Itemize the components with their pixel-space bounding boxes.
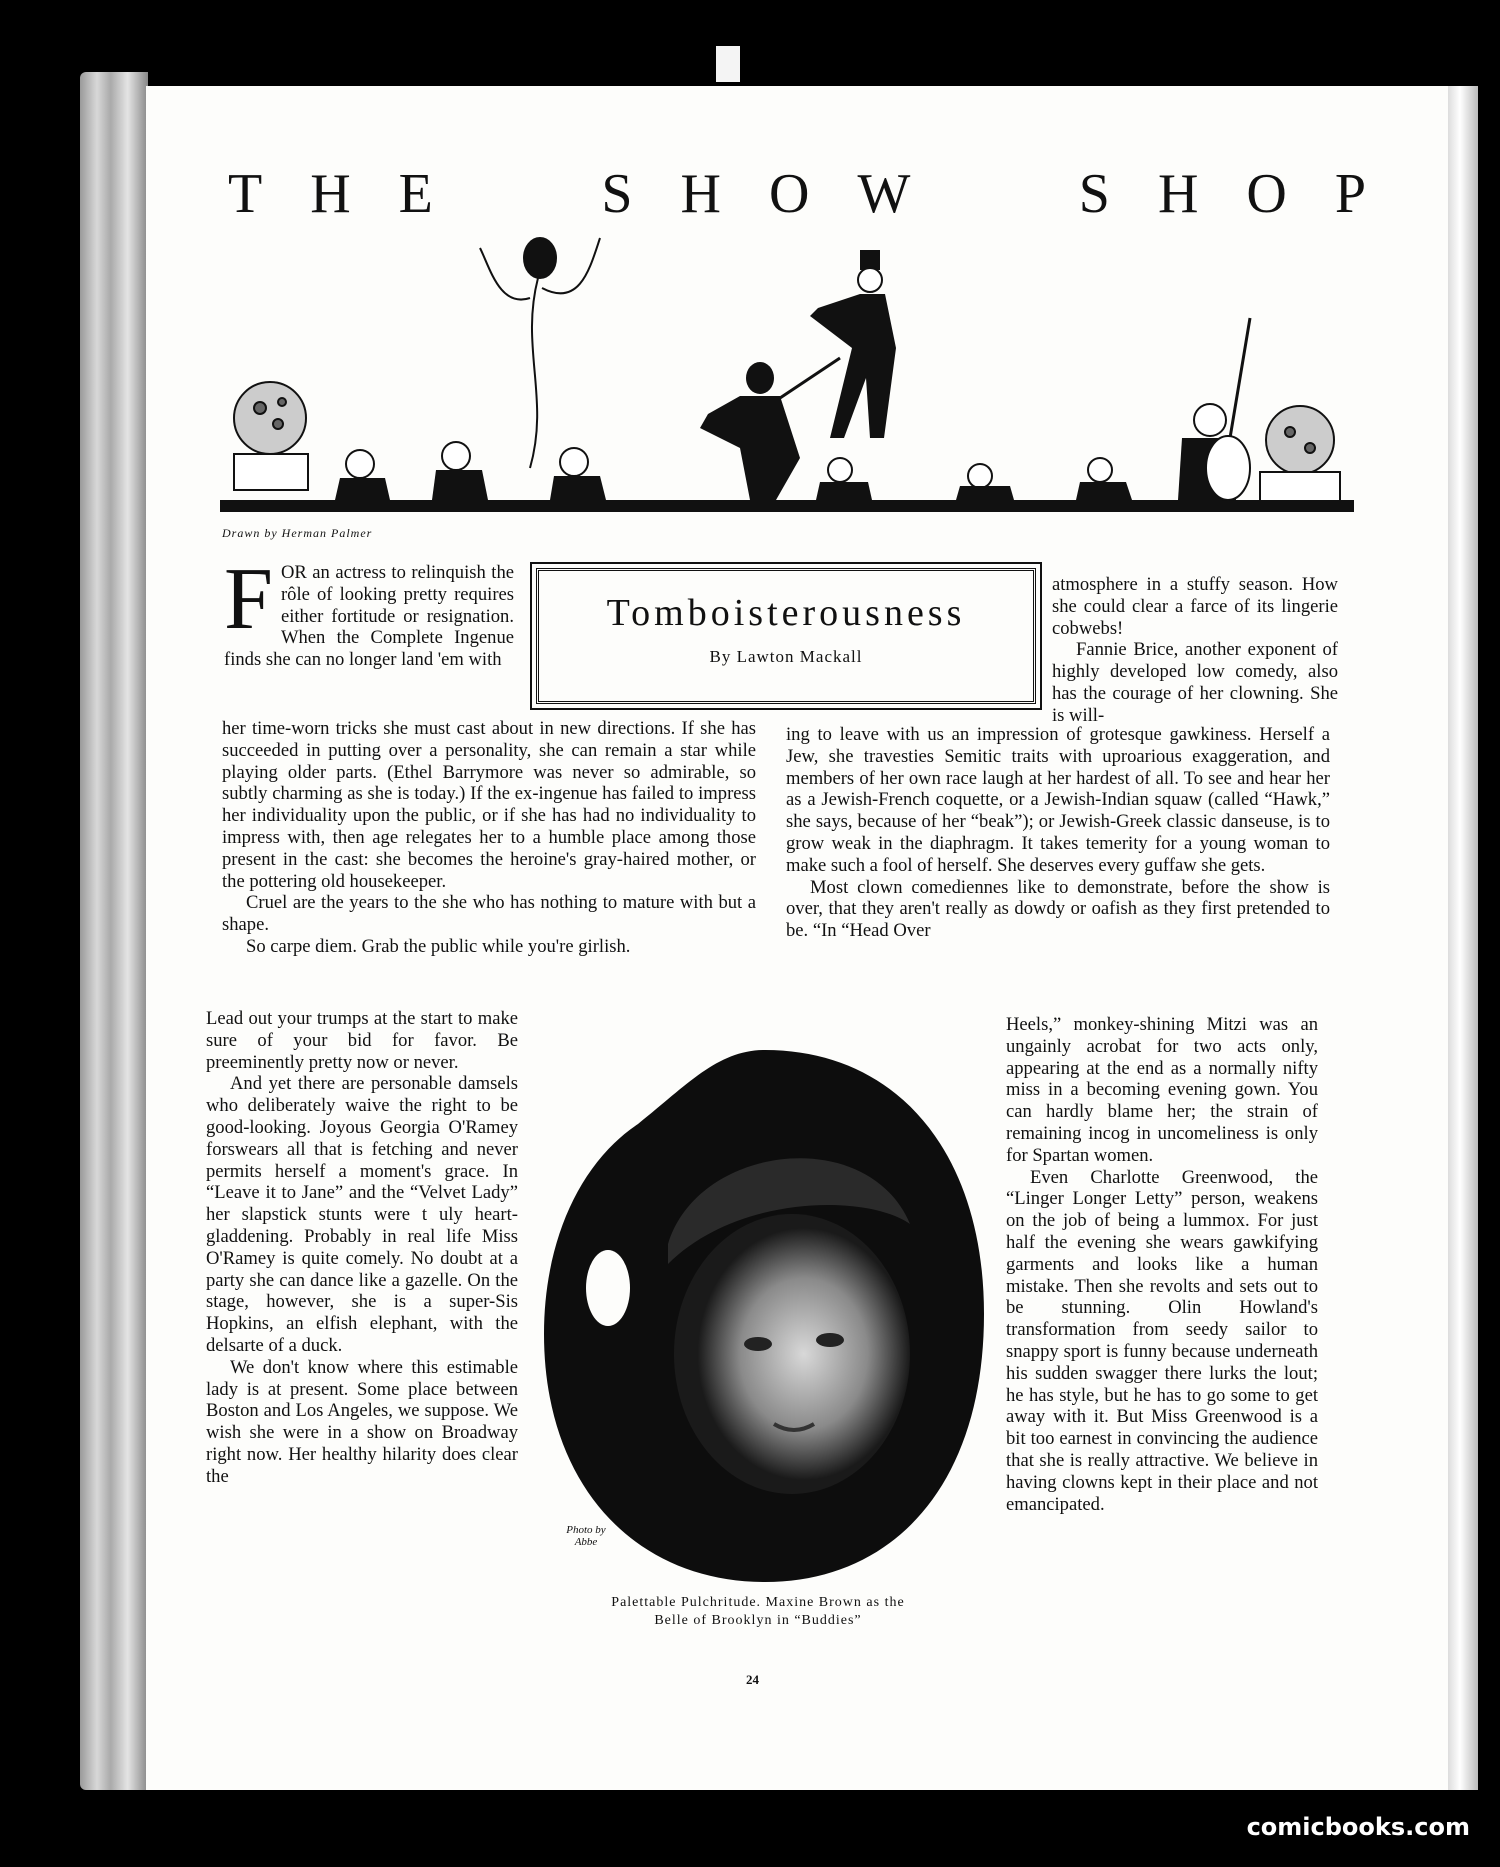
caption-line: Palettable Pulchritude. Maxine Brown as the (611, 1595, 905, 1610)
palette-thumb-hole (586, 1250, 630, 1326)
paragraph: Most clown comediennes like to demonstrate, before the show is over, that they aren't really as dowdy or oafish as they first pretended to be. “In “Head Over (786, 876, 1330, 942)
column-3-top (1052, 574, 1338, 727)
paragraph: Lead out your trumps at the start to make sure of your bid for favor. Be preeminently pretty now or never. (206, 1008, 518, 1073)
masthead-word-shop (1079, 162, 1368, 226)
page-tab (716, 46, 740, 82)
top-hat-dancer-figure (810, 250, 896, 438)
caption-line: Belle of Brooklyn in “Buddies” (654, 1613, 862, 1628)
column-2-mid (786, 724, 1330, 942)
book-spine (80, 72, 148, 1790)
paragraph: So carpe diem. Grab the public while you're girlish. (246, 935, 631, 957)
paragraph: ing to leave with us an impression of grotesque gawkiness. Herself a Jew, she travesties Semitic traits with uproarious exaggeration, and members of her own race laugh at her hardest of all. To see and hear her as a Jewish-French coquette, or a Jewish-Indian squaw (called “Hawk,” she says, because of her “beak”); or Jewish-Greek classic danseuse, is to grow weak in the diaphragm. It takes temerity for a young woman to make such a fool of herself. She deserves every guffaw she gets. (786, 724, 1330, 876)
masthead-word-show (601, 162, 912, 226)
photo-caption (536, 1594, 980, 1630)
conductor-figure (700, 358, 840, 500)
orchestra-illustration (220, 228, 1354, 528)
article-title-box (536, 568, 1036, 704)
masthead-letter: H (1157, 163, 1201, 225)
source-watermark: comicbooks.com (1246, 1813, 1470, 1841)
portrait-face (674, 1214, 910, 1494)
photo-credit: Photo by Abbe (566, 1524, 606, 1548)
musicians-row (335, 318, 1250, 500)
masthead-letter: O (1246, 163, 1289, 225)
masthead-letter: E (398, 163, 435, 225)
masthead-word-the (228, 162, 435, 226)
paragraph: OR an actress to relinquish the rôle of looking pretty requires either fortitude or resignation. When the Complete Ingenue finds she can no longer land 'em with (224, 562, 514, 671)
paragraph: Heels,” monkey-shining Mitzi was an ungainly acrobat for two acts only, appearing at the end as a normally nifty miss in a becoming evening gown. You can hardly blame her; the strain of remaining incog in uncomeliness is only for Spartan women. (1006, 1014, 1318, 1166)
masthead-letter: P (1334, 163, 1368, 225)
paragraph: Cruel are the years to the she who has nothing to mature with but a shape. (222, 892, 756, 936)
paragraph: And yet there are personable damsels who deliberately waive the right to be good-looking. Joyous Georgia O'Ramey forswears all that is fetching and never permits herself a moment's grace. In “Leave it to Jane” and the “Velvet Lady” her slapstick stunts were t uly heart-gladdening. Probably in real life Miss O'Ramey is quite comely. No doubt at a party she can dance like a gazelle. On the stage, however, she is a super-Sis Hopkins, an elfish elephant, with the delsarte of a duck. (206, 1073, 518, 1356)
masthead-letter: S (1078, 163, 1112, 225)
right-topiary-urn (1260, 406, 1340, 502)
column-1-mid (222, 718, 756, 958)
column-1-intro (224, 551, 514, 671)
paragraph: atmosphere in a stuffy season. How she could clear a farce of its lingerie cobwebs! (1052, 574, 1338, 639)
dropcap: F (224, 551, 273, 648)
masthead (228, 162, 1368, 226)
paragraph: We don't know where this estimable lady is at present. Some place between Boston and Los Angeles, we suppose. We wish she were in a show on Broadway right now. Her healthy hilarity does clear the (206, 1356, 518, 1487)
article-byline: By Lawton Mackall (709, 647, 863, 666)
dancer-figure (480, 238, 600, 468)
paragraph: Even Charlotte Greenwood, the “Linger Longer Letty” person, weakens on the job of being a lummox. For just half the evening she wears gawkifying garments and looks like a human mistake. Then she revolts and sets out to be stunning. Olin Howland's transformation from seedy sailor to snappy sport is funny because underneath his sudden swagger there lurks the lout; he has style, but he has to go some to get away with it. But Miss Greenwood is a bit too earnest in convincing the audience that she is really attractive. We believe in having clowns kept in their place and not emancipated. (1006, 1166, 1318, 1515)
masthead-letter: W (857, 163, 913, 225)
masthead-letter: H (310, 163, 353, 225)
masthead-letter: S (601, 163, 635, 225)
page-number: 24 (746, 1672, 759, 1687)
article-title: Tomboisterousness (606, 592, 966, 634)
column-1-bottom (206, 1008, 518, 1488)
paragraph: her time-worn tricks she must cast about in new directions. If she has succeeded in putting over a personality, she can remain a star while playing older parts. (Ethel Barrymore was never so admirable, so subtly charming as she is today.) If the ex-ingenue has failed to impress her individuality upon the public, or if she has had no individuality to impress with, then age relegates her to a humble place among those present in the cast: she becomes the heroine's gray-haired mother, or the pottering old housekeeper. (222, 718, 756, 892)
masthead-letter: H (680, 163, 723, 225)
illustration-credit: Drawn by Herman Palmer (222, 526, 373, 540)
left-topiary-urn (234, 382, 308, 490)
masthead-letter: T (228, 163, 265, 225)
column-3-bottom (1006, 1014, 1318, 1515)
stage-floor (220, 500, 1354, 512)
paragraph: Fannie Brice, another exponent of highly developed low comedy, also has the courage of her clowning. She is will- (1052, 639, 1338, 726)
next-page-edge (1448, 86, 1478, 1790)
masthead-letter: O (768, 163, 812, 225)
palette-portrait-photo (538, 1044, 992, 1588)
